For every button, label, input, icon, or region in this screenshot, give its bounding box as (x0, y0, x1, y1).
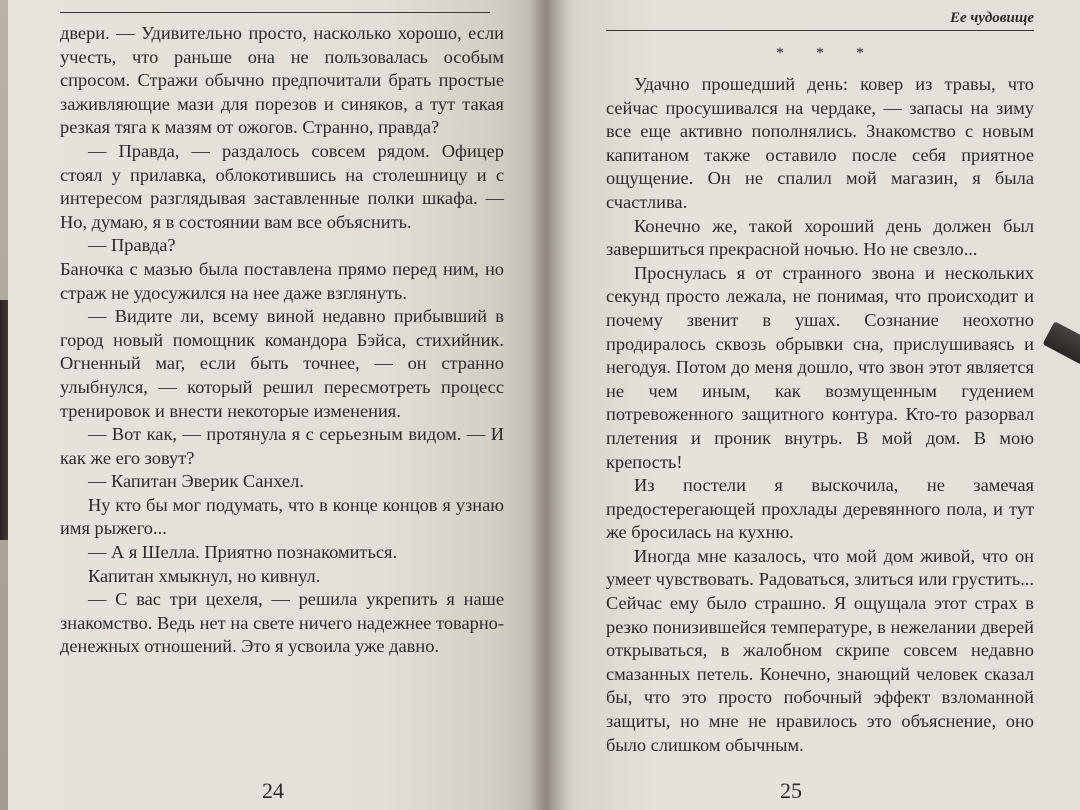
page-number-left: 24 (262, 778, 284, 803)
left-page (8, 0, 544, 810)
paragraph: Баночка с мазью была поставлена прямо перед ним, но страж не удосужился на нее даже взглянуть. (60, 258, 504, 303)
paragraph: Из постели я выскочила, не замечая предостерегающей прохлады деревянного пола, и тут же бросилась на кухню. (606, 475, 1034, 543)
paragraph: Удачно прошедший день: ковер из травы, что сейчас просушивался на чердаке, — запасы на зиму все еще активно пополнялись. Знакомство с новым капитаном также оставило после себя приятное ощущение. Он не спалил мой магазин, я была счастлива. (606, 74, 1034, 212)
paragraph: — Капитан Эверик Санхел. (88, 471, 304, 492)
paragraph: Ну кто бы мог подумать, что в конце концов я узнаю имя рыжего... (60, 494, 504, 539)
paragraph: — Правда? (88, 235, 176, 256)
paragraph: — А я Шелла. Приятно познакомиться. (88, 542, 398, 563)
paragraph: Капитан хмыкнул, но кивнул. (88, 565, 321, 586)
right-page-body (606, 73, 1034, 757)
paragraph: — Правда, — раздалось совсем рядом. Офицер стоял у прилавка, облокотившись на столешницу и с интересом разглядывая заставленные полки шкафа. — Но, думаю, я в состоянии вам все объяснить. (60, 140, 504, 232)
paragraph: — С вас три цехеля, — решила укрепить я наше знакомство. Ведь нет на свете ничего надежнее товарно-денежных отношений. Это я усвоила уже давно. (60, 589, 504, 657)
page-number-right: 25 (780, 778, 802, 803)
right-page (544, 0, 1080, 810)
paragraph: — Видите ли, всему виной недавно прибывший в город новый помощник командора Бэйса, стихийник. Огненный маг, если быть точнее, — он странно улыбнулся, — который решил пересмотреть процесс тренировок и внести некоторые изменения. (60, 306, 504, 421)
left-page-body (60, 22, 504, 659)
section-break: * * * (776, 45, 878, 62)
paragraph: — Вот как, — протянула я с серьезным видом. — И как же его зовут? (60, 424, 504, 468)
book-spread (8, 0, 1080, 810)
paragraph: Проснулась я от странного звона и нескольких секунд просто лежала, не понимая, что происходит и почему звенит в ушах. Сознание неохотно продиралось сквозь обрывки сна, прислушиваясь и негодуя. Потом до меня дошло, что звон этот является не чем иным, как возмущенным гудением потревоженного защитного контура. Кто-то разорвал плетения и проник внутрь. В мой дом. В мою крепость! (606, 262, 1034, 472)
paragraph: Конечно же, такой хороший день должен был завершиться прекрасной ночью. Но не свезло... (606, 215, 1034, 260)
paragraph: Иногда мне казалось, что мой дом живой, что он умеет чувствовать. Радоваться, злиться или грустить... Сейчас ему было страшно. Я ощущала этот страх в резко понизившейся температуре, в нежелании дверей открываться, в жалобном скрипе совсем недавно смазанных петель. Конечно, знающий человек сказал бы, что это просто побочный эффект взломанной защиты, но мне не нравилось это объяснение, оно было слишком обычным. (606, 545, 1034, 755)
paragraph: двери. — Удивительно просто, насколько хорошо, если учесть, что раньше она не пользовалась особым спросом. Стражи обычно предпочитали брать простые заживляющие мази для порезов и синяков, а тут такая резкая тяга к мазям от ожогов. Странно, правда? (60, 23, 504, 138)
running-head (606, 8, 1034, 31)
top-rule-left (60, 12, 490, 13)
running-head-title: Ее чудовище (949, 10, 1034, 26)
